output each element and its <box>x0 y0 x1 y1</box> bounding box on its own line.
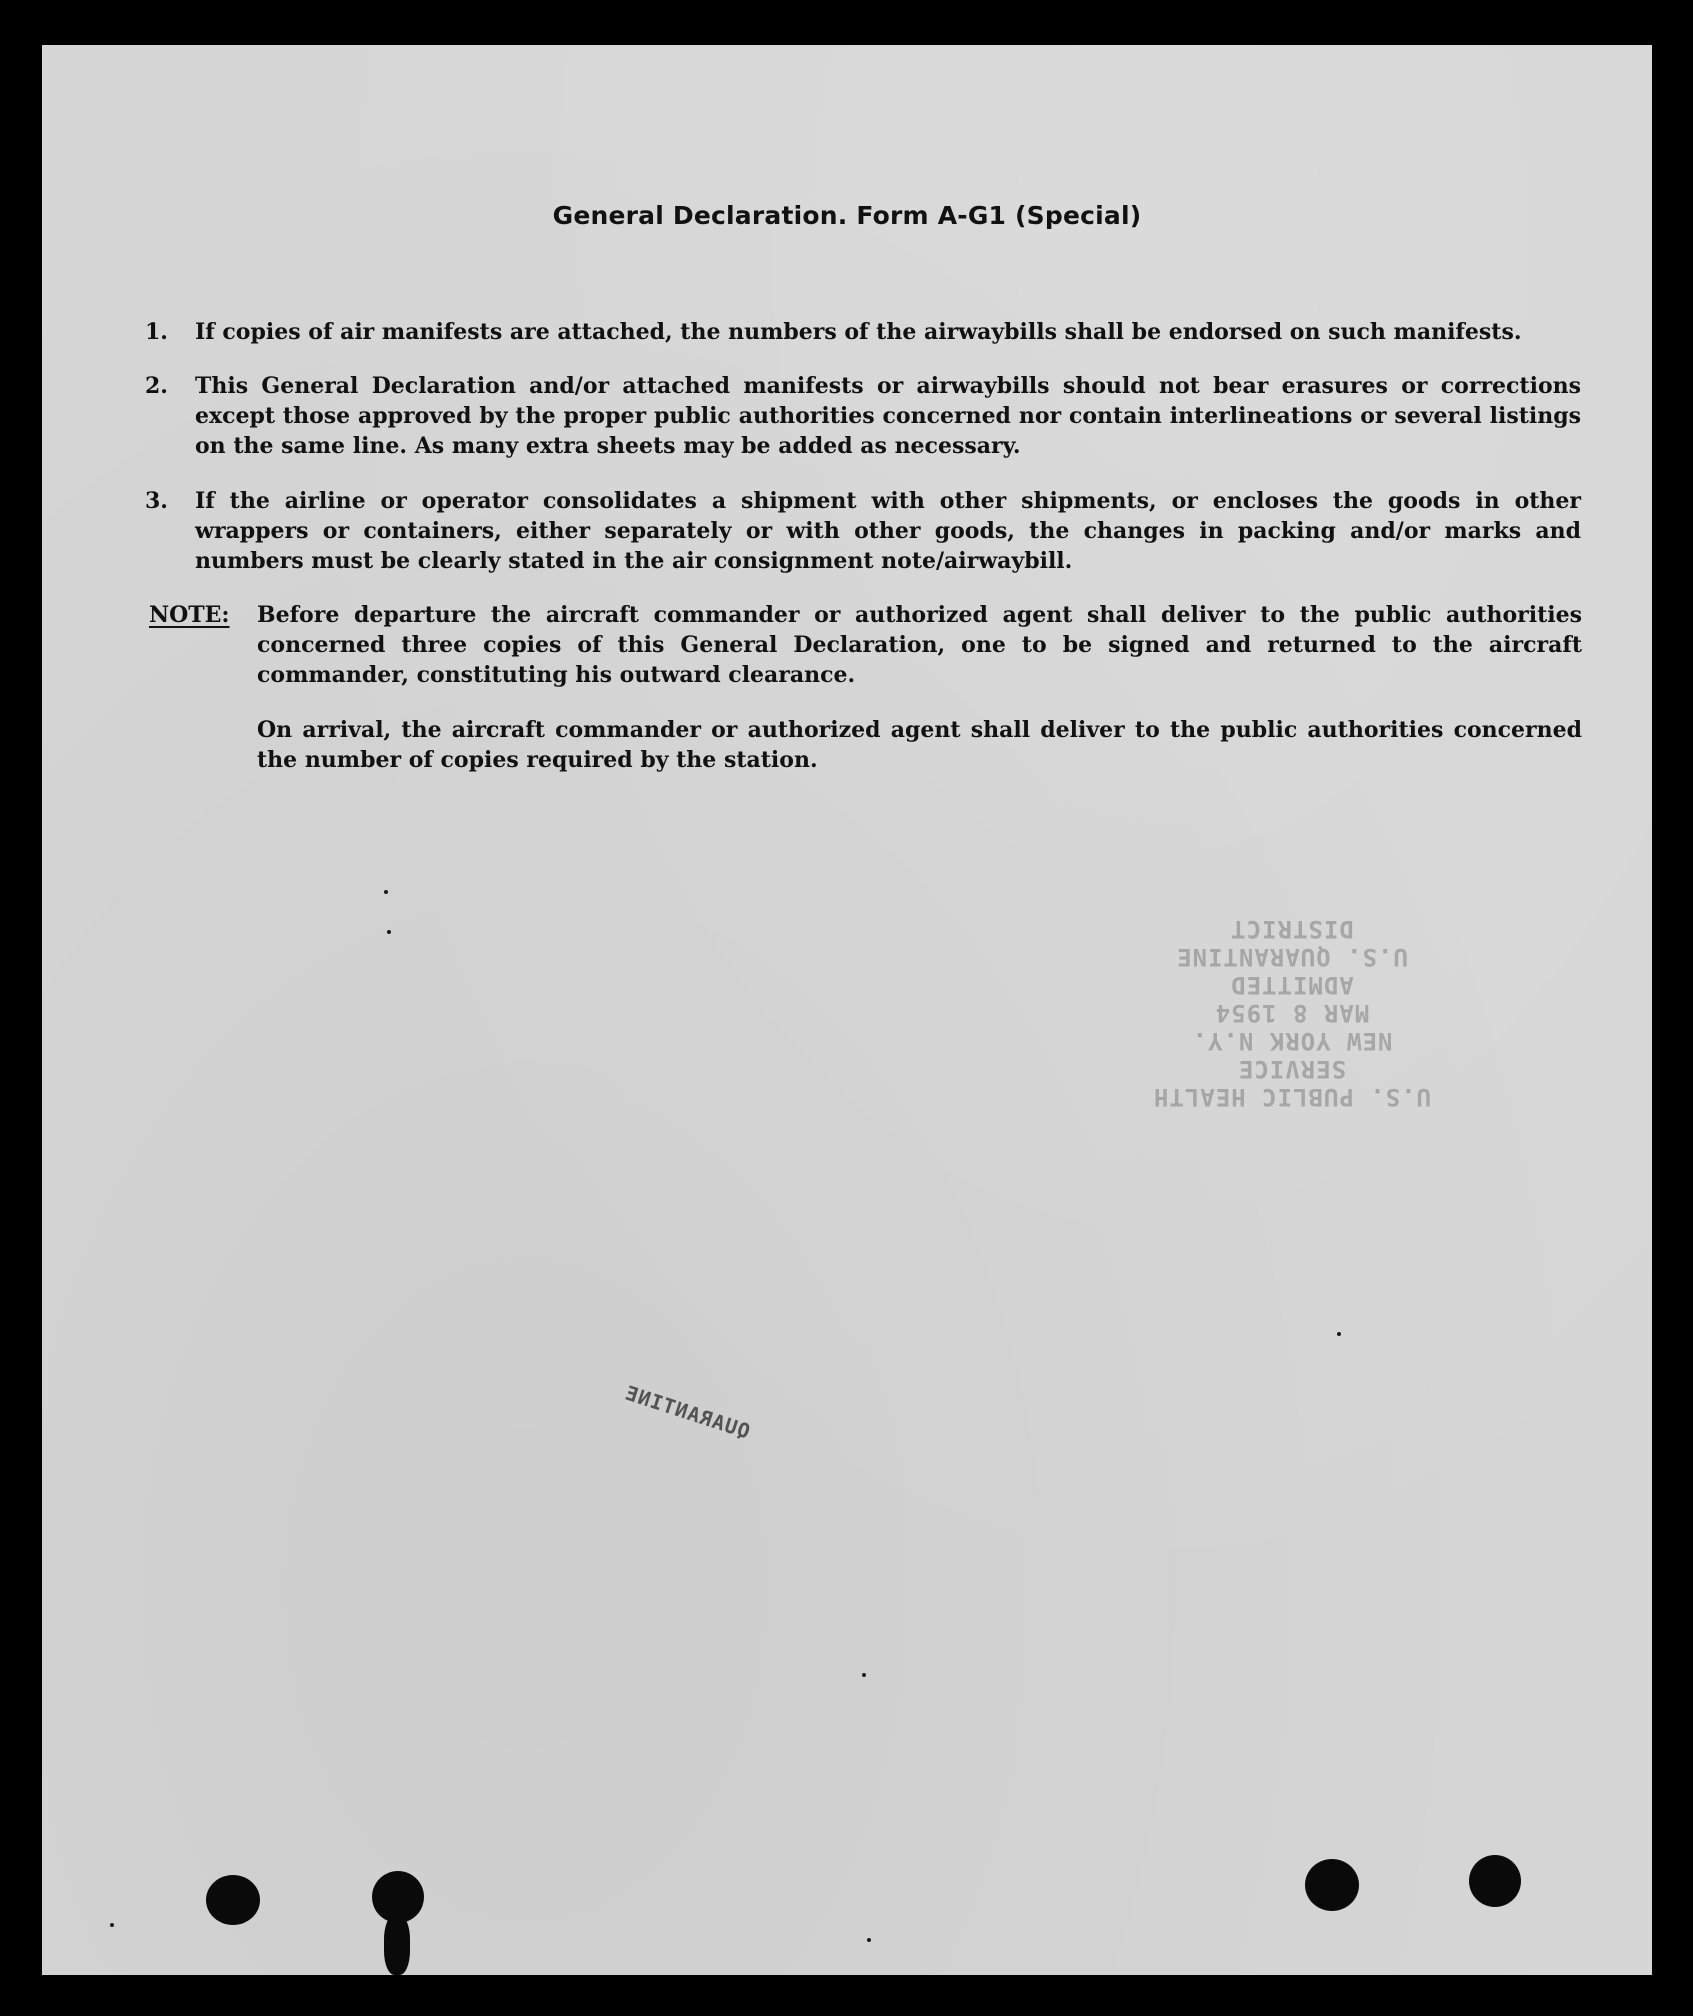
note-paragraph-departure: Before departure the aircraft commander or authorized agent shall deliver to the public authorities concerned three copies of this General Declaration, one to be signed and returned to the aircraft commander, constituting his outward clearance. <box>257 602 1582 688</box>
document-title: General Declaration. Form A-G1 (Special) <box>552 201 1142 230</box>
punch-hole <box>1469 1855 1521 1907</box>
note-paragraph-arrival: On arrival, the aircraft commander or authorized agent shall deliver to the public authorities concerned the number of copies required by the station. <box>257 717 1582 773</box>
note-label: NOTE: <box>149 602 230 628</box>
stamp-line: MAR 8 1954 <box>1214 999 1370 1027</box>
item-text: If copies of air manifests are attached, the numbers of the airwaybills shall be endorsed on such manifests. <box>195 319 1522 345</box>
item-number: 1. <box>145 319 168 345</box>
speck <box>387 930 391 934</box>
bleed-through-stamp <box>1122 915 1462 1111</box>
instruction-item-3 <box>145 486 1581 576</box>
item-number: 2. <box>145 373 168 399</box>
speck <box>862 1673 866 1677</box>
stamp-line: U.S. QUARANTINE DISTRICT <box>1176 915 1408 971</box>
punch-hole <box>384 1915 410 1975</box>
punch-hole <box>206 1875 260 1925</box>
stamp-line: ADMITTED <box>1230 971 1354 999</box>
speck <box>384 890 388 894</box>
stamp-line: NEW YORK N.Y. <box>1191 1027 1393 1055</box>
bleed-through-mark: QUARANTINE <box>621 1380 753 1444</box>
document-page <box>42 45 1652 1975</box>
instruction-item-2 <box>145 371 1581 461</box>
speck <box>110 1923 114 1927</box>
punch-hole <box>1305 1859 1359 1911</box>
instruction-item-1 <box>145 317 1581 347</box>
stamp-line: U.S. PUBLIC HEALTH SERVICE <box>1152 1055 1432 1111</box>
speck <box>867 1938 871 1942</box>
item-text: This General Declaration and/or attached manifests or airwaybills should not bear erasures or corrections except those approved by the proper public authorities concerned nor contain interlineations or several listings on the same line. As many extra sheets may be added as necessary. <box>195 373 1581 459</box>
item-text: If the airline or operator consolidates a shipment with other shipments, or encloses the goods in other wrappers or containers, either separately or with other goods, the changes in packing and/or marks and numbers must be clearly stated in the air consignment note/airwaybill. <box>195 488 1581 574</box>
speck <box>1337 1332 1341 1336</box>
item-number: 3. <box>145 488 168 514</box>
